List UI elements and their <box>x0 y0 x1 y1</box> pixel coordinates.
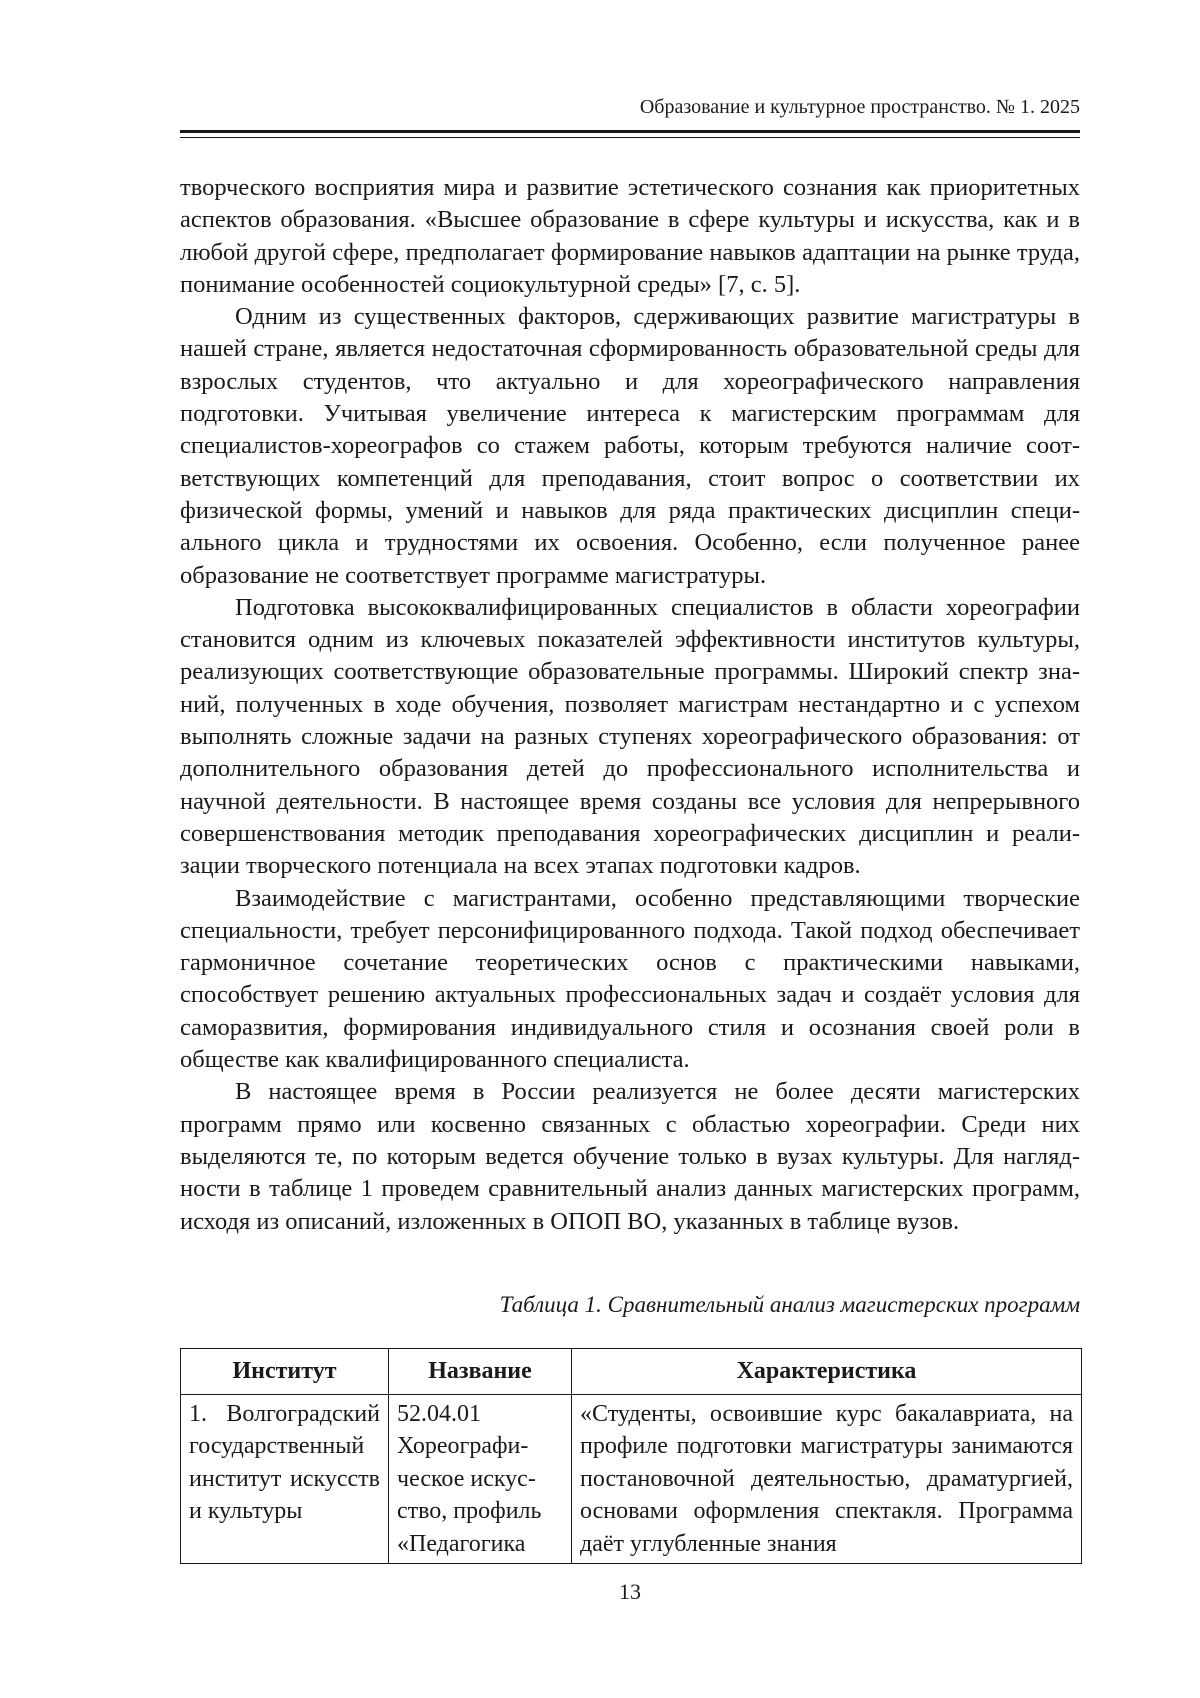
comparison-table <box>180 1348 1082 1564</box>
column-header-name: Название <box>389 1349 572 1395</box>
article-body <box>180 172 1080 1238</box>
page-number: 13 <box>619 1579 641 1604</box>
paragraph: В настоящее время в России реализуется не более десяти магистерских программ прямо или косвенно связанных с областью хореографии. Среди них выделяются те, по которым ведется обучение только в вузах культуры. Для наглядности в таблице 1 проведем сравнительный анализ данных магистерских программ, исходя из описаний, изложенных в ОПОП ВО, указанных в таблице вузов. <box>180 1078 1080 1235</box>
paragraph: Подготовка высококвалифицированных специалистов в области хореографии становится одним из ключевых показателей эффективности институтов культуры, реализующих соответствующие образовательные программы. Широкий спектр знаний, полученных в ходе обучения, позволяет магистрам нестандартно и с успехом выполнять сложные задачи на разных ступенях хореографического образования: от дополнительного образования детей до профессионального исполнительства и научной деятельности. В настоящее время созданы все условия для непрерывного совершенствования методик преподавания хореографических дисциплин и реализации творческого потенциала на всех этапах подготовки кадров. <box>180 593 1080 880</box>
table-header-row <box>181 1349 1082 1395</box>
cell-program-name: 52.04.01 Хореографическое искусство, профиль «Педагогика <box>389 1394 572 1564</box>
header-rule-thin <box>180 137 1080 138</box>
header-rule-thick <box>180 130 1080 133</box>
paragraph: Взаимодействие с магистрантами, особенно представляющими творческие специальности, требует персонифицированного подхода. Такой подход обеспечивает гармоничное сочетание теоретических основ с практическими навыками, способствует решению актуальных профессиональных задач и создаёт условия для саморазвития, формирования индивидуального стиля и осознания своей роли в обществе как квалифицированного специалиста. <box>180 884 1080 1074</box>
cell-institute: 1. Волгоградский государственный институт искусств и культуры <box>181 1394 389 1564</box>
running-header: Образование и культурное пространство. № 1. 2025 <box>639 96 1080 118</box>
paragraph: Одним из существенных факторов, сдерживающих развитие магистратуры в нашей стране, является недостаточная сформированность образовательной среды для взрослых студентов, что актуально и для хореографического направления подготовки. Учитывая увеличение интереса к магистерским программам для специалистов-хореографов со стажем работы, которым требуются наличие соответствующих компетенций для преподавания, стоит вопрос о соответствии их физической формы, умений и навыков для ряда практических дисциплин специального цикла и трудностями их освоения. Особенно, если полученное ранее образование не соответствует программе магистратуры. <box>180 303 1080 589</box>
table-row <box>181 1394 1082 1564</box>
paragraph-continued: творческого восприятия мира и развитие эстетического сознания как приоритетных аспектов образования. «Высшее образование в сфере культуры и искусства, как и в любой другой сфере, предполагает формирование навыков адаптации на рынке труда, понимание особенностей социокультурной среды» [7, с. 5]. <box>180 174 1080 298</box>
column-header-institute: Институт <box>181 1349 389 1395</box>
column-header-characteristic: Характеристика <box>572 1349 1082 1395</box>
cell-characteristic: «Студенты, освоившие курс бакалавриата, на профиле подготовки магистратуры занимаются постановочной деятельностью, драматургией, основами оформления спектакля. Программа даёт углубленные знания <box>572 1394 1082 1564</box>
table-caption: Таблица 1. Сравнительный анализ магистерских программ <box>499 1292 1080 1317</box>
